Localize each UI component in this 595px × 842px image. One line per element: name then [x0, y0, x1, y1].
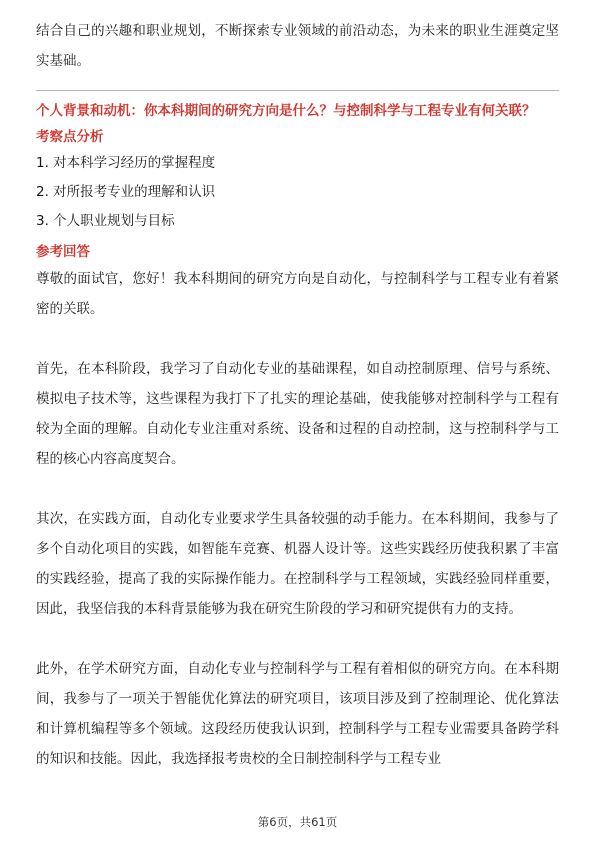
analysis-point: 1. 对本科学习经历的掌握程度: [36, 155, 216, 171]
analysis-point: 2. 对所报考专业的理解和认识: [36, 184, 216, 200]
answer-paragraph: 其次，在实践方面，自动化专业要求学生具备较强的动手能力。在本科期间，我参与了多个自动化项目的实践，如智能车竞赛、机器人设计等。这些实践经历使我积累了丰富的实践经验，提高了我的实际操作能力。在控制科学与工程领域，实践经验同样重要，因此，我坚信我的本科背景能够为我在研究生阶段的学习和研究提供有力的支持。: [36, 511, 559, 617]
answer-paragraph: 此外，在学术研究方面，自动化专业与控制科学与工程有着相似的研究方向。在本科期间，我参与了一项关于智能优化算法的研究项目，该项目涉及到了控制理论、优化算法和计算机编程等多个领域。这段经历使我认识到，控制科学与工程专业需要具备跨学科的知识和技能。因此，我选择报考贵校的全日制控制科学与工程专业: [36, 661, 559, 767]
paragraph-gap: [36, 624, 559, 654]
document-page: [36, 16, 559, 774]
paragraph-gap: [36, 324, 559, 354]
answer-title: 参考回答: [36, 244, 90, 260]
analysis-point: 3. 个人职业规划与目标: [36, 213, 175, 229]
page-footer: [0, 814, 595, 830]
question-heading: 个人背景和动机：你本科期间的研究方向是什么？与控制科学与工程专业有何关联？: [36, 103, 536, 119]
intro-paragraph-tail: 结合自己的兴趣和职业规划，不断探索专业领域的前沿动态，为未来的职业生涯奠定坚实基础。: [36, 23, 559, 69]
section-divider: [36, 90, 559, 91]
paragraph-gap: [36, 474, 559, 504]
answer-paragraph: 首先，在本科阶段，我学习了自动化专业的基础课程，如自动控制原理、信号与系统、模拟电子技术等，这些课程为我打下了扎实的理论基础，使我能够对控制科学与工程有较为全面的理解。自动化专业注重对系统、设备和过程的自动控制，这与控制科学与工程的核心内容高度契合。: [36, 361, 559, 467]
answer-paragraph: 尊敬的面试官，您好！我本科期间的研究方向是自动化，与控制科学与工程专业有着紧密的关联。: [36, 271, 559, 317]
analysis-title: 考察点分析: [36, 129, 104, 145]
page-number-label: 第6页，共61页: [257, 815, 338, 829]
